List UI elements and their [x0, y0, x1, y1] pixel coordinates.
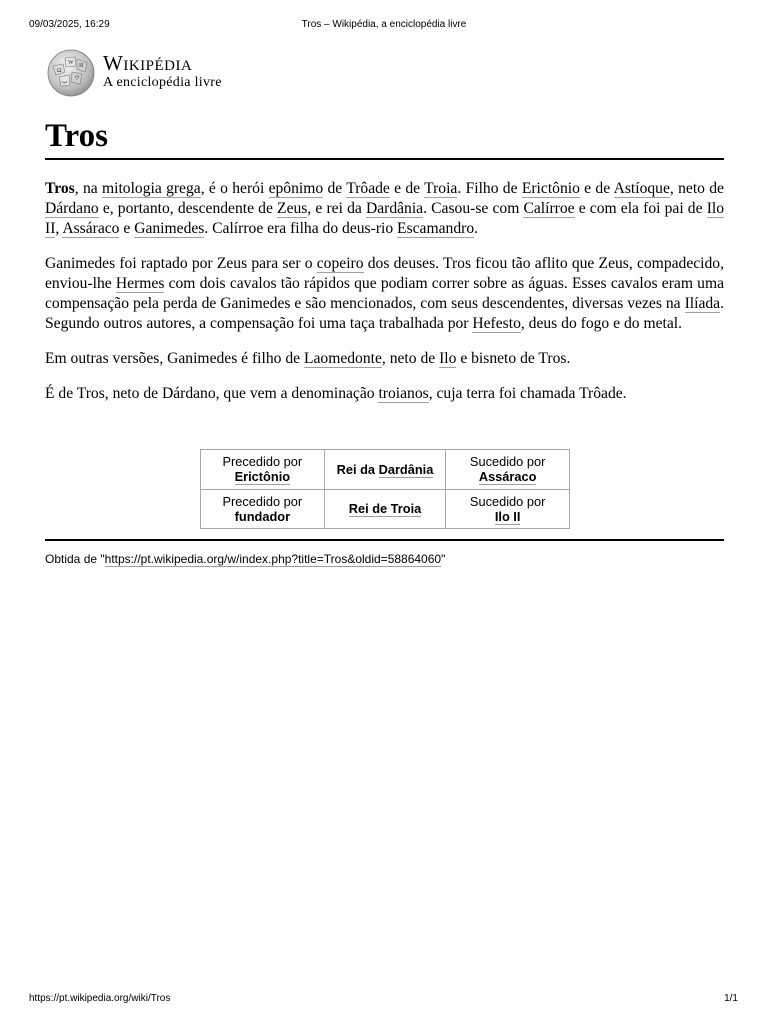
- text: e: [119, 220, 135, 237]
- link-mitologia-grega[interactable]: mitologia grega: [101, 180, 201, 197]
- paragraph-3: [45, 349, 724, 369]
- link-ganimedes[interactable]: Ganimedes: [134, 220, 205, 237]
- link-title-rei-de-troia[interactable]: Rei de Troia: [348, 501, 422, 517]
- text: . Segundo outros autores, a compensação foi uma taça trabalhada por: [45, 295, 724, 332]
- print-page-title: Tros – Wikipédia, a enciclopédia livre: [301, 19, 467, 30]
- preceded-by-label: Precedido por: [222, 454, 303, 470]
- text: de: [323, 180, 347, 197]
- paragraph-2: [45, 254, 724, 334]
- text: e de: [389, 180, 425, 197]
- preceded-by-label: Precedido por: [222, 493, 303, 509]
- title-prefix: Rei da: [336, 461, 379, 477]
- text: Ganimedes foi raptado por Zeus para ser o: [45, 255, 317, 272]
- link-predecessor-erictonio[interactable]: Erictônio: [234, 469, 291, 485]
- link-iliada[interactable]: Ilíada: [684, 295, 721, 312]
- print-header: [0, 19, 768, 33]
- predecessor-fundador: fundador: [234, 508, 291, 524]
- link-zeus[interactable]: Zeus: [277, 200, 308, 217]
- preceded-by-cell: [201, 450, 325, 490]
- text: ,: [55, 220, 63, 237]
- text: com dois cavalos tão rápidos que podiam correr sobre as águas. Esses cavalos eram uma compensação pela perda de Ganimedes e são mencionados, com seus descendentes, diversas vezes na: [45, 275, 724, 312]
- link-eponimo[interactable]: epônimo: [268, 180, 324, 197]
- text: , e rei da: [307, 200, 366, 217]
- text: . Filho de: [457, 180, 522, 197]
- text: , cuja terra foi chamada Trôade.: [428, 385, 627, 402]
- paragraph-4: [45, 384, 724, 404]
- link-title-dardania[interactable]: Dardânia: [378, 461, 434, 477]
- link-astioque[interactable]: Astíoque: [613, 180, 670, 197]
- article-body: [45, 179, 724, 419]
- link-ilo[interactable]: Ilo: [439, 350, 457, 367]
- succession-row-troia: [201, 489, 570, 529]
- svg-text:И: И: [79, 63, 84, 69]
- print-url: https://pt.wikipedia.org/wiki/Tros: [29, 993, 171, 1004]
- link-dardano[interactable]: Dárdano: [45, 200, 99, 217]
- succeeded-by-cell: [446, 450, 570, 490]
- link-calirroe[interactable]: Calírroe: [523, 200, 575, 217]
- text: , é o herói: [200, 180, 269, 197]
- link-assaraco[interactable]: Assáraco: [62, 220, 120, 237]
- link-troianos[interactable]: troianos: [378, 385, 429, 402]
- succeeded-by-cell: [446, 489, 570, 529]
- link-troade[interactable]: Trôade: [346, 180, 390, 197]
- link-ilo-ii[interactable]: Ilo II: [45, 200, 725, 237]
- title-cell: [324, 489, 446, 529]
- link-laomedonte[interactable]: Laomedonte: [303, 350, 382, 367]
- text: e com ela foi pai de: [574, 200, 707, 217]
- link-dardania[interactable]: Dardânia: [365, 200, 424, 217]
- text: dos deuses. Tros ficou tão aflito que Zeus, compadecido, enviou-lhe: [45, 255, 724, 292]
- brand-tagline: A enciclopédia livre: [103, 75, 222, 90]
- text: . Calírroe era filha do deus-rio: [204, 220, 398, 237]
- subject-bold: Tros: [45, 180, 75, 197]
- succession-row-dardania: [201, 450, 570, 490]
- link-hefesto[interactable]: Hefesto: [472, 315, 521, 332]
- wikipedia-globe-logo-icon[interactable]: [45, 46, 97, 98]
- retrieved-suffix: ": [441, 552, 446, 566]
- text: , deus do fogo e do metal.: [520, 315, 682, 332]
- link-escamandro[interactable]: Escamandro: [397, 220, 475, 237]
- text: Em outras versões, Ganimedes é filho de: [45, 350, 304, 367]
- svg-text:ウ: ウ: [74, 76, 81, 82]
- svg-text:W: W: [68, 60, 74, 66]
- succeeded-by-label: Sucedido por: [469, 493, 546, 509]
- wikipedia-wordmark[interactable]: [103, 52, 222, 91]
- link-permanent-url[interactable]: https://pt.wikipedia.org/w/index.php?title=Tros&oldid=58864060: [104, 552, 442, 566]
- succession-box: [200, 449, 570, 529]
- svg-text:ب: ب: [62, 79, 68, 85]
- text: .: [474, 220, 479, 237]
- text: , neto de: [669, 180, 724, 197]
- preceded-by-cell: [201, 489, 325, 529]
- title-cell: [324, 450, 446, 490]
- link-erictonio[interactable]: Erictônio: [521, 180, 580, 197]
- text: . Casou-se com: [423, 200, 524, 217]
- link-hermes[interactable]: Hermes: [115, 275, 165, 292]
- svg-text:Ω: Ω: [57, 68, 62, 74]
- text: É de Tros, neto de Dárdano, que vem a denominação: [45, 385, 379, 402]
- text: , neto de: [381, 350, 440, 367]
- footer-divider: [45, 539, 724, 541]
- text: e bisneto de Tros.: [456, 350, 571, 367]
- brand-name: Wikipédia: [103, 51, 193, 75]
- link-successor-assaraco[interactable]: Assáraco: [478, 469, 537, 485]
- paragraph-1: [45, 179, 724, 239]
- link-copeiro[interactable]: copeiro: [316, 255, 364, 272]
- link-successor-ilo-ii[interactable]: Ilo II: [494, 508, 521, 524]
- page-title: Tros: [45, 118, 108, 154]
- page-number: 1/1: [724, 993, 738, 1004]
- link-troia[interactable]: Troia: [424, 180, 458, 197]
- text: , na: [74, 180, 102, 197]
- text: e de: [579, 180, 614, 197]
- succeeded-by-label: Sucedido por: [469, 454, 546, 470]
- print-datetime: 09/03/2025, 16:29: [29, 19, 110, 30]
- retrieved-prefix: Obtida de ": [45, 552, 105, 566]
- text: e, portanto, descendente de: [98, 200, 278, 217]
- title-divider: [45, 158, 724, 160]
- retrieved-from: [45, 552, 445, 566]
